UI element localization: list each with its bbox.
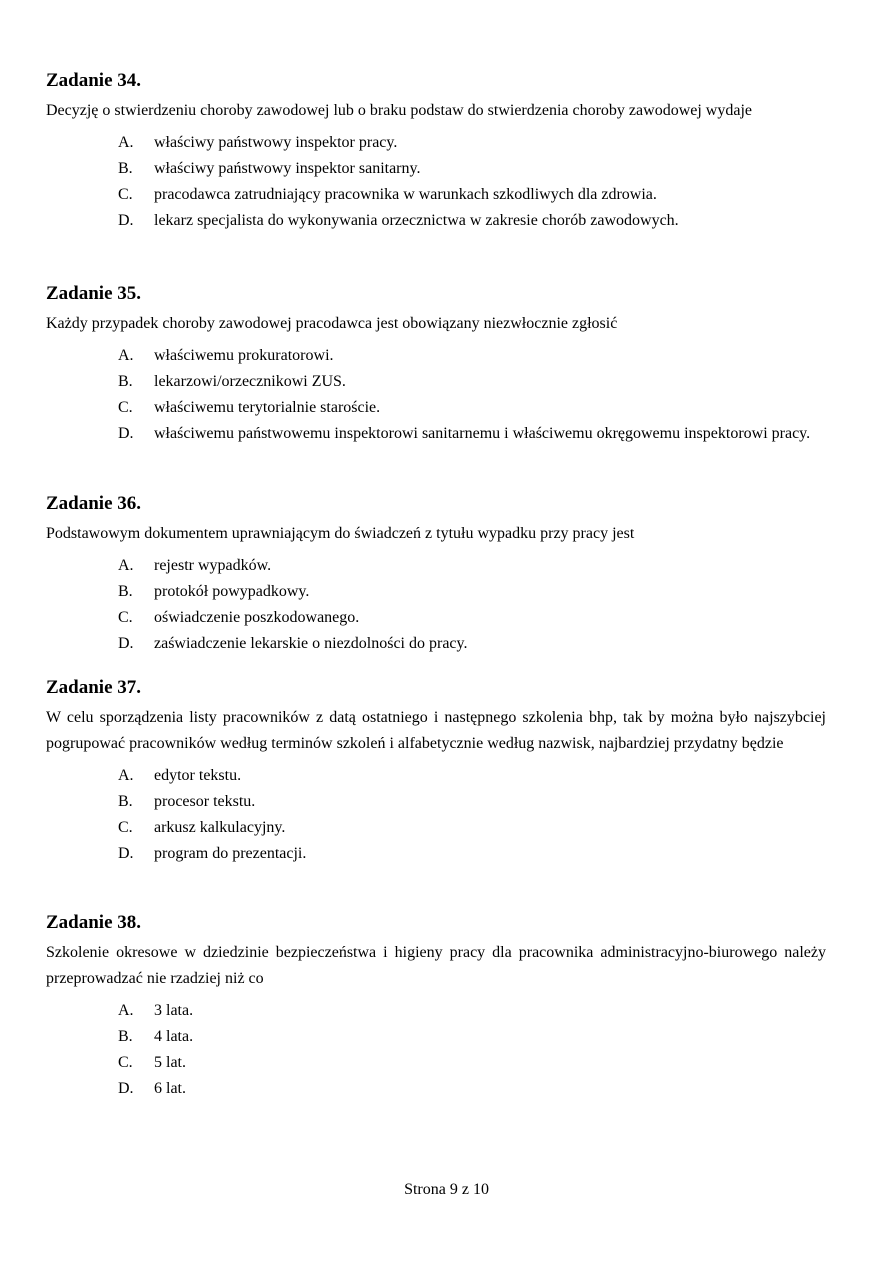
answer-option-b xyxy=(46,789,826,815)
answer-option-a xyxy=(46,998,826,1024)
answer-option-b xyxy=(46,369,826,395)
task-38 xyxy=(46,912,826,1102)
option-text: lekarzowi/orzecznikowi ZUS. xyxy=(154,373,346,390)
option-letter: D. xyxy=(118,212,134,229)
answer-option-c xyxy=(46,395,826,421)
option-text: 4 lata. xyxy=(154,1028,194,1045)
option-letter: C. xyxy=(118,609,133,626)
option-letter: C. xyxy=(118,819,133,836)
answer-option-b xyxy=(46,1024,826,1050)
answer-option-c xyxy=(46,605,826,631)
option-text: właściwemu prokuratorowi. xyxy=(154,347,334,364)
option-letter: B. xyxy=(118,160,133,177)
option-text: 6 lat. xyxy=(154,1080,186,1097)
task-36 xyxy=(46,493,826,657)
option-letter: C. xyxy=(118,186,133,203)
option-letter: C. xyxy=(118,399,133,416)
option-text: edytor tekstu. xyxy=(154,767,242,784)
option-text: 3 lata. xyxy=(154,1002,194,1019)
task-title: Zadanie 36. xyxy=(46,493,142,514)
task-37 xyxy=(46,677,826,867)
option-text: arkusz kalkulacyjny. xyxy=(154,819,286,836)
task-question: W celu sporządzenia listy pracowników z datą ostatniego i następnego szkolenia bhp, tak by można było najszybciej pogrupować pracowników według terminów szkoleń i alfabetycznie według nazwisk, najbardziej przydatny będzie xyxy=(46,709,826,752)
answer-option-d xyxy=(46,421,826,447)
option-text: protokół powypadkowy. xyxy=(154,583,310,600)
task-question: Szkolenie okresowe w dziedzinie bezpieczeństwa i higieny pracy dla pracownika administracyjno-biurowego należy przeprowadzać nie rzadziej niż co xyxy=(46,944,826,987)
answer-option-c xyxy=(46,1050,826,1076)
option-letter: A. xyxy=(118,347,134,364)
answer-option-c xyxy=(46,815,826,841)
option-text: zaświadczenie lekarskie o niezdolności do pracy. xyxy=(154,635,468,652)
option-letter: A. xyxy=(118,557,134,574)
answer-option-a xyxy=(46,343,826,369)
option-text: rejestr wypadków. xyxy=(154,557,272,574)
answer-options xyxy=(46,998,826,1102)
option-text: właściwemu państwowemu inspektorowi sanitarnemu i właściwemu okręgowemu inspektorowi pracy. xyxy=(154,425,811,442)
option-letter: C. xyxy=(118,1054,133,1071)
option-letter: A. xyxy=(118,134,134,151)
answer-option-d xyxy=(46,1076,826,1102)
answer-options xyxy=(46,553,826,657)
option-letter: D. xyxy=(118,1080,134,1097)
option-text: pracodawca zatrudniający pracownika w warunkach szkodliwych dla zdrowia. xyxy=(154,186,657,203)
answer-option-d xyxy=(46,208,826,234)
option-letter: A. xyxy=(118,767,134,784)
option-text: program do prezentacji. xyxy=(154,845,307,862)
answer-option-c xyxy=(46,182,826,208)
answer-options xyxy=(46,130,826,234)
task-question: Podstawowym dokumentem uprawniającym do świadczeń z tytułu wypadku przy pracy jest xyxy=(46,525,635,542)
option-text: 5 lat. xyxy=(154,1054,186,1071)
task-title: Zadanie 38. xyxy=(46,912,142,933)
option-letter: D. xyxy=(118,845,134,862)
task-35 xyxy=(46,283,826,447)
answer-option-b xyxy=(46,156,826,182)
answer-option-d xyxy=(46,841,826,867)
option-letter: A. xyxy=(118,1002,134,1019)
answer-option-a xyxy=(46,130,826,156)
option-letter: B. xyxy=(118,1028,133,1045)
option-text: właściwy państwowy inspektor sanitarny. xyxy=(154,160,421,177)
answer-option-d xyxy=(46,631,826,657)
option-letter: D. xyxy=(118,635,134,652)
option-text: właściwy państwowy inspektor pracy. xyxy=(154,134,398,151)
option-letter: B. xyxy=(118,583,133,600)
option-letter: B. xyxy=(118,793,133,810)
task-question: Każdy przypadek choroby zawodowej pracodawca jest obowiązany niezwłocznie zgłosić xyxy=(46,315,618,332)
option-letter: B. xyxy=(118,373,133,390)
option-text: procesor tekstu. xyxy=(154,793,256,810)
answer-options xyxy=(46,343,826,447)
answer-option-b xyxy=(46,579,826,605)
task-title: Zadanie 37. xyxy=(46,677,142,698)
task-title: Zadanie 34. xyxy=(46,70,142,91)
option-text: lekarz specjalista do wykonywania orzecznictwa w zakresie chorób zawodowych. xyxy=(154,212,679,229)
option-letter: D. xyxy=(118,425,134,442)
answer-option-a xyxy=(46,553,826,579)
answer-option-a xyxy=(46,763,826,789)
task-34 xyxy=(46,70,826,234)
answer-options xyxy=(46,763,826,867)
task-question: Decyzję o stwierdzeniu choroby zawodowej lub o braku podstaw do stwierdzenia choroby zawodowej wydaje xyxy=(46,102,752,119)
page-number: Strona 9 z 10 xyxy=(404,1181,489,1198)
task-title: Zadanie 35. xyxy=(46,283,142,304)
option-text: oświadczenie poszkodowanego. xyxy=(154,609,360,626)
option-text: właściwemu terytorialnie staroście. xyxy=(154,399,381,416)
